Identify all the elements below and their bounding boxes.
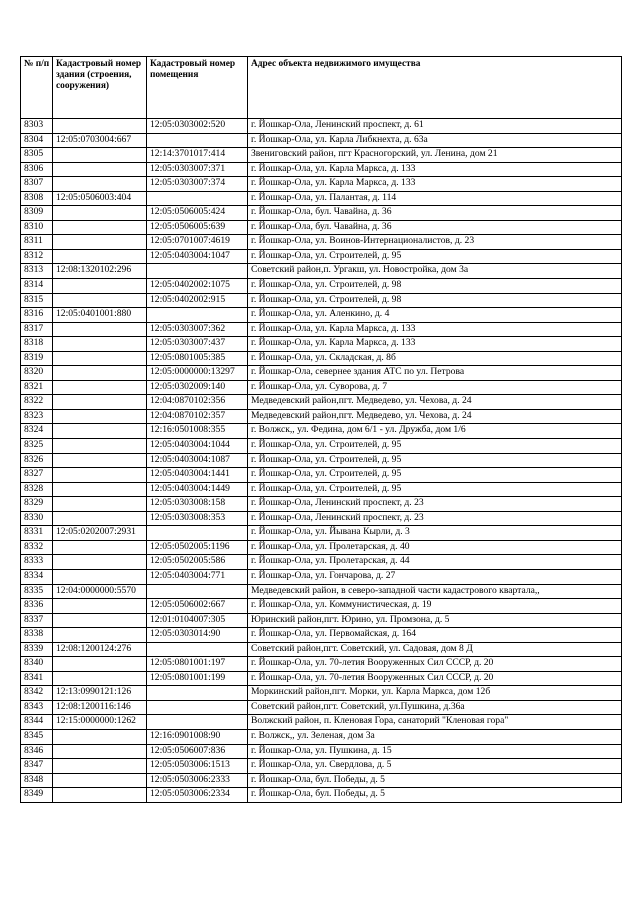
premises-cadastral-number bbox=[147, 700, 248, 715]
building-cadastral-number bbox=[53, 729, 147, 744]
table-row bbox=[21, 424, 622, 439]
address: Волжский район, п. Кленовая Гора, санаторий "Кленовая гора" bbox=[248, 715, 622, 730]
row-number: 8325 bbox=[21, 439, 53, 454]
address: Медведевский район, в северо-западной части кадастрового квартала,, bbox=[248, 584, 622, 599]
row-number: 8309 bbox=[21, 206, 53, 221]
table-row bbox=[21, 177, 622, 192]
table-row bbox=[21, 220, 622, 235]
table-row bbox=[21, 439, 622, 454]
row-number: 8323 bbox=[21, 409, 53, 424]
building-cadastral-number: 12:15:0000000:1262 bbox=[53, 715, 147, 730]
premises-cadastral-number: 12:05:0403004:1044 bbox=[147, 439, 248, 454]
building-cadastral-number bbox=[53, 220, 147, 235]
row-number: 8336 bbox=[21, 599, 53, 614]
address: г. Йошкар-Ола, ул. Карла Маркса, д. 133 bbox=[248, 322, 622, 337]
table-row bbox=[21, 584, 622, 599]
address: г. Йошкар-Ола, ул. Карла Маркса, д. 133 bbox=[248, 337, 622, 352]
premises-cadastral-number: 12:05:0403004:1449 bbox=[147, 482, 248, 497]
building-cadastral-number: 12:08:1200124:276 bbox=[53, 642, 147, 657]
table-row bbox=[21, 409, 622, 424]
address: г. Йошкар-Ола, Ленинский проспект, д. 61 bbox=[248, 119, 622, 134]
building-cadastral-number bbox=[53, 337, 147, 352]
row-number: 8313 bbox=[21, 264, 53, 279]
table-row bbox=[21, 540, 622, 555]
address: Советский район,пгт. Советский, ул. Садовая, дом 8 Д bbox=[248, 642, 622, 657]
table-row bbox=[21, 148, 622, 163]
premises-cadastral-number bbox=[147, 133, 248, 148]
premises-cadastral-number: 12:05:0403004:1441 bbox=[147, 468, 248, 483]
building-cadastral-number bbox=[53, 424, 147, 439]
row-number: 8342 bbox=[21, 686, 53, 701]
premises-cadastral-number: 12:05:0503006:1513 bbox=[147, 759, 248, 774]
premises-cadastral-number: 12:05:0303008:353 bbox=[147, 511, 248, 526]
address: Моркинский район,пгт. Морки, ул. Карла Маркса, дом 12б bbox=[248, 686, 622, 701]
premises-cadastral-number bbox=[147, 264, 248, 279]
building-cadastral-number: 12:13:0990121:126 bbox=[53, 686, 147, 701]
table-row bbox=[21, 366, 622, 381]
address: г. Йошкар-Ола, бул. Победы, д. 5 bbox=[248, 788, 622, 803]
address: г. Йошкар-Ола, ул. Строителей, д. 95 bbox=[248, 439, 622, 454]
table-row bbox=[21, 206, 622, 221]
building-cadastral-number bbox=[53, 322, 147, 337]
address: г. Йошкар-Ола, ул. Гончарова, д. 27 bbox=[248, 569, 622, 584]
building-cadastral-number bbox=[53, 555, 147, 570]
table-row bbox=[21, 613, 622, 628]
row-number: 8330 bbox=[21, 511, 53, 526]
row-number: 8324 bbox=[21, 424, 53, 439]
row-number: 8318 bbox=[21, 337, 53, 352]
row-number: 8346 bbox=[21, 744, 53, 759]
row-number: 8348 bbox=[21, 773, 53, 788]
building-cadastral-number bbox=[53, 657, 147, 672]
premises-cadastral-number: 12:05:0506007:836 bbox=[147, 744, 248, 759]
table-row bbox=[21, 453, 622, 468]
address: г. Йошкар-Ола, ул. Строителей, д. 98 bbox=[248, 293, 622, 308]
building-cadastral-number bbox=[53, 439, 147, 454]
building-cadastral-number: 12:04:0000000:5570 bbox=[53, 584, 147, 599]
row-number: 8349 bbox=[21, 788, 53, 803]
premises-cadastral-number: 12:05:0302009:140 bbox=[147, 380, 248, 395]
header-building-cadastral: Кадастровый номер здания (строения, сооружения) bbox=[53, 57, 147, 119]
premises-cadastral-number: 12:05:0403004:1047 bbox=[147, 249, 248, 264]
row-number: 8328 bbox=[21, 482, 53, 497]
table-row bbox=[21, 671, 622, 686]
row-number: 8317 bbox=[21, 322, 53, 337]
premises-cadastral-number bbox=[147, 584, 248, 599]
premises-cadastral-number bbox=[147, 191, 248, 206]
row-number: 8345 bbox=[21, 729, 53, 744]
premises-cadastral-number: 12:05:0303007:371 bbox=[147, 162, 248, 177]
table-row bbox=[21, 628, 622, 643]
row-number: 8322 bbox=[21, 395, 53, 410]
building-cadastral-number bbox=[53, 744, 147, 759]
premises-cadastral-number: 12:05:0506005:424 bbox=[147, 206, 248, 221]
row-number: 8343 bbox=[21, 700, 53, 715]
building-cadastral-number bbox=[53, 569, 147, 584]
address: г. Йошкар-Ола, ул. Палантая, д. 114 bbox=[248, 191, 622, 206]
table-row bbox=[21, 264, 622, 279]
row-number: 8329 bbox=[21, 497, 53, 512]
premises-cadastral-number: 12:16:0501008:355 bbox=[147, 424, 248, 439]
row-number: 8310 bbox=[21, 220, 53, 235]
building-cadastral-number bbox=[53, 177, 147, 192]
address: г. Йошкар-Ола, ул. Йывана Кырли, д. 3 bbox=[248, 526, 622, 541]
table-row bbox=[21, 249, 622, 264]
row-number: 8339 bbox=[21, 642, 53, 657]
row-number: 8338 bbox=[21, 628, 53, 643]
table-row bbox=[21, 119, 622, 134]
row-number: 8335 bbox=[21, 584, 53, 599]
row-number: 8304 bbox=[21, 133, 53, 148]
address: г. Йошкар-Ола, Ленинский проспект, д. 23 bbox=[248, 511, 622, 526]
premises-cadastral-number: 12:05:0506005:639 bbox=[147, 220, 248, 235]
row-number: 8344 bbox=[21, 715, 53, 730]
table-row bbox=[21, 599, 622, 614]
table-row bbox=[21, 657, 622, 672]
row-number: 8326 bbox=[21, 453, 53, 468]
building-cadastral-number bbox=[53, 119, 147, 134]
premises-cadastral-number: 12:05:0303007:374 bbox=[147, 177, 248, 192]
row-number: 8305 bbox=[21, 148, 53, 163]
table-row bbox=[21, 700, 622, 715]
address: г. Йошкар-Ола, ул. Свердлова, д. 5 bbox=[248, 759, 622, 774]
table-row bbox=[21, 744, 622, 759]
building-cadastral-number bbox=[53, 788, 147, 803]
premises-cadastral-number bbox=[147, 686, 248, 701]
premises-cadastral-number: 12:05:0701007:4619 bbox=[147, 235, 248, 250]
premises-cadastral-number: 12:05:0502005:1196 bbox=[147, 540, 248, 555]
table-row bbox=[21, 191, 622, 206]
premises-cadastral-number: 12:14:3701017:414 bbox=[147, 148, 248, 163]
premises-cadastral-number: 12:05:0801005:385 bbox=[147, 351, 248, 366]
row-number: 8331 bbox=[21, 526, 53, 541]
address: г. Йошкар-Ола, ул. Складская, д. 8б bbox=[248, 351, 622, 366]
header-address: Адрес объекта недвижимого имущества bbox=[248, 57, 622, 119]
building-cadastral-number bbox=[53, 380, 147, 395]
premises-cadastral-number bbox=[147, 715, 248, 730]
address: г. Йошкар-Ола, ул. Карла Маркса, д. 133 bbox=[248, 177, 622, 192]
row-number: 8340 bbox=[21, 657, 53, 672]
address: г. Йошкар-Ола, Ленинский проспект, д. 23 bbox=[248, 497, 622, 512]
building-cadastral-number bbox=[53, 235, 147, 250]
row-number: 8303 bbox=[21, 119, 53, 134]
premises-cadastral-number: 12:05:0303002:520 bbox=[147, 119, 248, 134]
row-number: 8337 bbox=[21, 613, 53, 628]
table-body bbox=[21, 119, 622, 803]
table-row bbox=[21, 686, 622, 701]
premises-cadastral-number: 12:05:0801001:197 bbox=[147, 657, 248, 672]
row-number: 8316 bbox=[21, 308, 53, 323]
building-cadastral-number bbox=[53, 540, 147, 555]
premises-cadastral-number: 12:05:0801001:199 bbox=[147, 671, 248, 686]
address: г. Йошкар-Ола, ул. Карла Маркса, д. 133 bbox=[248, 162, 622, 177]
premises-cadastral-number: 12:04:0870102:357 bbox=[147, 409, 248, 424]
premises-cadastral-number: 12:05:0503006:2333 bbox=[147, 773, 248, 788]
real-estate-table bbox=[20, 56, 622, 803]
premises-cadastral-number: 12:05:0303014:90 bbox=[147, 628, 248, 643]
table-row bbox=[21, 235, 622, 250]
address: Медведевский район,пгт. Медведево, ул. Чехова, д. 24 bbox=[248, 395, 622, 410]
row-number: 8314 bbox=[21, 279, 53, 294]
table-row bbox=[21, 395, 622, 410]
header-premises-cadastral: Кадастровый номер помещения bbox=[147, 57, 248, 119]
premises-cadastral-number bbox=[147, 308, 248, 323]
table-row bbox=[21, 715, 622, 730]
address: г. Волжск,, ул. Федина, дом 6/1 - ул. Дружба, дом 1/6 bbox=[248, 424, 622, 439]
table-row bbox=[21, 511, 622, 526]
row-number: 8320 bbox=[21, 366, 53, 381]
premises-cadastral-number: 12:01:0104007:305 bbox=[147, 613, 248, 628]
table-row bbox=[21, 337, 622, 352]
row-number: 8332 bbox=[21, 540, 53, 555]
building-cadastral-number: 12:05:0401001:880 bbox=[53, 308, 147, 323]
address: г. Йошкар-Ола, ул. 70-летия Вооруженных Сил СССР, д. 20 bbox=[248, 671, 622, 686]
table-row bbox=[21, 497, 622, 512]
building-cadastral-number bbox=[53, 613, 147, 628]
row-number: 8311 bbox=[21, 235, 53, 250]
building-cadastral-number bbox=[53, 366, 147, 381]
building-cadastral-number bbox=[53, 482, 147, 497]
table-row bbox=[21, 468, 622, 483]
premises-cadastral-number: 12:05:0403004:771 bbox=[147, 569, 248, 584]
table-row bbox=[21, 569, 622, 584]
premises-cadastral-number: 12:05:0502005:586 bbox=[147, 555, 248, 570]
table-row bbox=[21, 133, 622, 148]
row-number: 8308 bbox=[21, 191, 53, 206]
table-row bbox=[21, 759, 622, 774]
building-cadastral-number: 12:05:0202007:2931 bbox=[53, 526, 147, 541]
building-cadastral-number: 12:05:0703004:667 bbox=[53, 133, 147, 148]
premises-cadastral-number: 12:05:0402002:1075 bbox=[147, 279, 248, 294]
premises-cadastral-number: 12:05:0303007:362 bbox=[147, 322, 248, 337]
premises-cadastral-number: 12:05:0403004:1087 bbox=[147, 453, 248, 468]
premises-cadastral-number bbox=[147, 526, 248, 541]
building-cadastral-number bbox=[53, 599, 147, 614]
building-cadastral-number bbox=[53, 351, 147, 366]
premises-cadastral-number: 12:05:0503006:2334 bbox=[147, 788, 248, 803]
table-row bbox=[21, 526, 622, 541]
table-row bbox=[21, 555, 622, 570]
address: г. Йошкар-Ола, ул. 70-летия Вооруженных Сил СССР, д. 20 bbox=[248, 657, 622, 672]
table-row bbox=[21, 279, 622, 294]
address: г. Йошкар-Ола, ул. Первомайская, д. 164 bbox=[248, 628, 622, 643]
row-number: 8319 bbox=[21, 351, 53, 366]
address: г. Йошкар-Ола, ул. Строителей, д. 95 bbox=[248, 482, 622, 497]
address: Юринский район,пгт. Юрино, ул. Промзона, д. 5 bbox=[248, 613, 622, 628]
building-cadastral-number bbox=[53, 206, 147, 221]
row-number: 8333 bbox=[21, 555, 53, 570]
building-cadastral-number: 12:08:1200116:146 bbox=[53, 700, 147, 715]
address: г. Йошкар-Ола, ул. Воинов-Интернационалистов, д. 23 bbox=[248, 235, 622, 250]
building-cadastral-number bbox=[53, 279, 147, 294]
address: Советский район,п. Ургакш, ул. Новостройка, дом 3а bbox=[248, 264, 622, 279]
premises-cadastral-number: 12:16:0901008:90 bbox=[147, 729, 248, 744]
header-row bbox=[21, 57, 622, 119]
building-cadastral-number bbox=[53, 453, 147, 468]
row-number: 8347 bbox=[21, 759, 53, 774]
premises-cadastral-number bbox=[147, 642, 248, 657]
address: г. Йошкар-Ола, бул. Чавайна, д. 36 bbox=[248, 220, 622, 235]
address: Звениговский район, пгт Красногорский, ул. Ленина, дом 21 bbox=[248, 148, 622, 163]
address: г. Йошкар-Ола, ул. Пролетарская, д. 44 bbox=[248, 555, 622, 570]
row-number: 8334 bbox=[21, 569, 53, 584]
address: г. Йошкар-Ола, ул. Строителей, д. 95 bbox=[248, 249, 622, 264]
building-cadastral-number bbox=[53, 671, 147, 686]
premises-cadastral-number: 12:05:0000000:13297 bbox=[147, 366, 248, 381]
building-cadastral-number bbox=[53, 511, 147, 526]
address: г. Йошкар-Ола, ул. Строителей, д. 95 bbox=[248, 453, 622, 468]
table-row bbox=[21, 308, 622, 323]
address: г. Йошкар-Ола, ул. Строителей, д. 95 bbox=[248, 468, 622, 483]
address: г. Йошкар-Ола, севернее здания АТС по ул. Петрова bbox=[248, 366, 622, 381]
row-number: 8306 bbox=[21, 162, 53, 177]
building-cadastral-number bbox=[53, 497, 147, 512]
building-cadastral-number bbox=[53, 409, 147, 424]
address: г. Йошкар-Ола, ул. Пролетарская, д. 40 bbox=[248, 540, 622, 555]
address: г. Йошкар-Ола, бул. Чавайна, д. 36 bbox=[248, 206, 622, 221]
premises-cadastral-number: 12:04:0870102:356 bbox=[147, 395, 248, 410]
table-row bbox=[21, 380, 622, 395]
premises-cadastral-number: 12:05:0303008:158 bbox=[147, 497, 248, 512]
address: г. Волжск,, ул. Зеленая, дом 3а bbox=[248, 729, 622, 744]
address: г. Йошкар-Ола, ул. Коммунистическая, д. 19 bbox=[248, 599, 622, 614]
table-row bbox=[21, 322, 622, 337]
row-number: 8315 bbox=[21, 293, 53, 308]
table-row bbox=[21, 351, 622, 366]
building-cadastral-number bbox=[53, 162, 147, 177]
table-row bbox=[21, 162, 622, 177]
premises-cadastral-number: 12:05:0402002:915 bbox=[147, 293, 248, 308]
building-cadastral-number bbox=[53, 468, 147, 483]
table-row bbox=[21, 773, 622, 788]
address: г. Йошкар-Ола, ул. Аленкино, д. 4 bbox=[248, 308, 622, 323]
building-cadastral-number bbox=[53, 293, 147, 308]
row-number: 8327 bbox=[21, 468, 53, 483]
building-cadastral-number: 12:05:0506003:404 bbox=[53, 191, 147, 206]
table-row bbox=[21, 642, 622, 657]
premises-cadastral-number: 12:05:0506002:667 bbox=[147, 599, 248, 614]
building-cadastral-number bbox=[53, 759, 147, 774]
table-row bbox=[21, 293, 622, 308]
premises-cadastral-number: 12:05:0303007:437 bbox=[147, 337, 248, 352]
building-cadastral-number bbox=[53, 628, 147, 643]
row-number: 8321 bbox=[21, 380, 53, 395]
row-number: 8312 bbox=[21, 249, 53, 264]
table-row bbox=[21, 482, 622, 497]
address: Медведевский район,пгт. Медведево, ул. Чехова, д. 24 bbox=[248, 409, 622, 424]
address: г. Йошкар-Ола, бул. Победы, д. 5 bbox=[248, 773, 622, 788]
table-row bbox=[21, 729, 622, 744]
building-cadastral-number bbox=[53, 148, 147, 163]
row-number: 8341 bbox=[21, 671, 53, 686]
address: г. Йошкар-Ола, ул. Пушкина, д. 15 bbox=[248, 744, 622, 759]
address: г. Йошкар-Ола, ул. Карла Либкнехта, д. 63а bbox=[248, 133, 622, 148]
address: Советский район,пгт. Советский, ул.Пушкина, д.36а bbox=[248, 700, 622, 715]
address: г. Йошкар-Ола, ул. Строителей, д. 98 bbox=[248, 279, 622, 294]
building-cadastral-number bbox=[53, 395, 147, 410]
table-row bbox=[21, 788, 622, 803]
building-cadastral-number: 12:08:1320102:296 bbox=[53, 264, 147, 279]
building-cadastral-number bbox=[53, 773, 147, 788]
building-cadastral-number bbox=[53, 249, 147, 264]
header-num: № п/п bbox=[21, 57, 53, 119]
row-number: 8307 bbox=[21, 177, 53, 192]
address: г. Йошкар-Ола, ул. Суворова, д. 7 bbox=[248, 380, 622, 395]
